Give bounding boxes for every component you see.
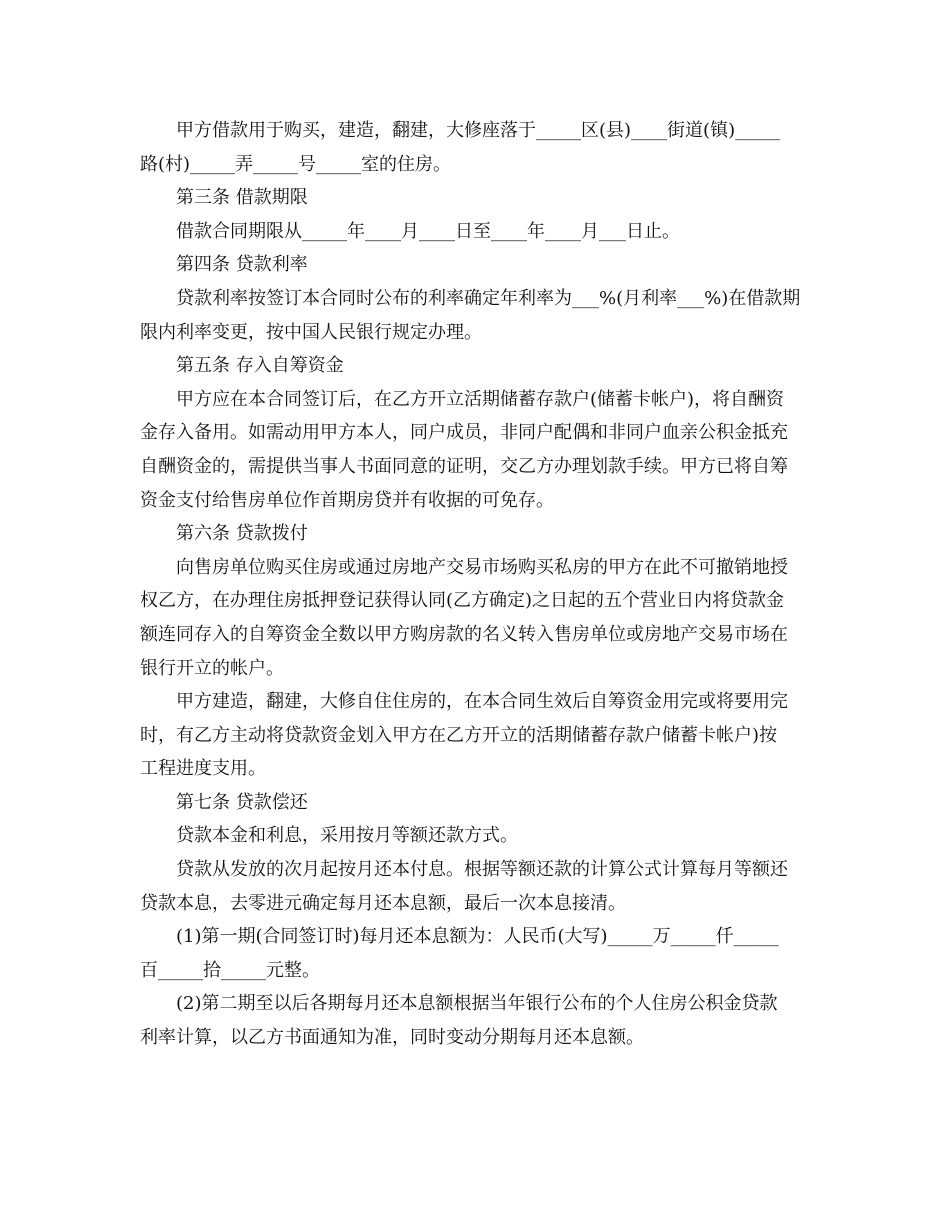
paragraph-line: 利率计算，以乙方书面通知为准，同时变动分期每月还本息额。	[140, 1027, 644, 1049]
paragraph-line: 贷款从发放的次月起按月还本付息。根据等额还款的计算公式计算每月等额还	[176, 859, 788, 881]
paragraph-line: 甲方应在本合同签订后，在乙方开立活期储蓄存款户(储蓄卡帐户)，将自酬资	[176, 388, 785, 410]
paragraph-line: 甲方借款用于购买，建造，翻建，大修座落于_____区(县)____街道(镇)_____	[176, 120, 781, 141]
section-heading: 第六条 贷款拨付	[176, 523, 308, 545]
paragraph-line: 贷款本金和利息，采用按月等额还款方式。	[176, 825, 518, 847]
paragraph-line: 路(村)_____弄_____号_____室的住房。	[140, 153, 452, 175]
section-heading: 第三条 借款期限	[176, 187, 308, 209]
paragraph-line: 金存入备用。如需动用甲方本人，同户成员，非同户配偶和非同户血亲公积金抵充	[140, 422, 788, 444]
paragraph-line: 向售房单位购买住房或通过房地产交易市场购买私房的甲方在此不可撤销地授	[176, 556, 788, 578]
section-heading: 第五条 存入自筹资金	[176, 355, 344, 377]
paragraph-line: 银行开立的帐户。	[140, 657, 284, 679]
paragraph-line: 限内利率变更，按中国人民银行规定办理。	[140, 321, 482, 343]
paragraph-line: 权乙方，在办理住房抵押登记获得认同(乙方确定)之日起的五个营业日内将贷款金	[140, 590, 785, 612]
paragraph-line: (1)第一期(合同签订时)每月还本息额为：人民币(大写)_____万_____仟_____	[176, 926, 779, 948]
paragraph-line: (2)第二期至以后各期每月还本息额根据当年银行公布的个人住房公积金贷款	[176, 993, 778, 1015]
section-heading: 第七条 贷款偿还	[176, 791, 308, 813]
paragraph-line: 贷款利率按签订本合同时公布的利率确定年利率为___%(月利率___%)在借款期	[176, 287, 801, 309]
paragraph-line: 额连同存入的自筹资金全数以甲方购房款的名义转入售房单位或房地产交易市场在	[140, 623, 788, 645]
paragraph-line: 时，有乙方主动将贷款资金划入甲方在乙方开立的活期储蓄存款户储蓄卡帐户)按	[140, 724, 778, 746]
paragraph-line: 自酬资金的，需提供当事人书面同意的证明，交乙方办理划款手续。甲方已将自筹	[140, 455, 788, 477]
paragraph-line: 借款合同期限从_____年____月____日至____年____月___日止。	[176, 220, 680, 242]
paragraph-line: 贷款本息，去零进元确定每月还本息额，最后一次本息接清。	[140, 892, 626, 914]
paragraph-line: 工程进度支用。	[140, 758, 266, 780]
paragraph-line: 资金支付给售房单位作首期房贷并有收据的可免存。	[140, 489, 554, 511]
paragraph-line: 甲方建造，翻建，大修自住住房的，在本合同生效后自筹资金用完或将要用完	[176, 691, 788, 713]
section-heading: 第四条 贷款利率	[176, 254, 308, 276]
paragraph-line: 百_____拾_____元整。	[140, 959, 320, 981]
document-page	[140, 114, 812, 1055]
